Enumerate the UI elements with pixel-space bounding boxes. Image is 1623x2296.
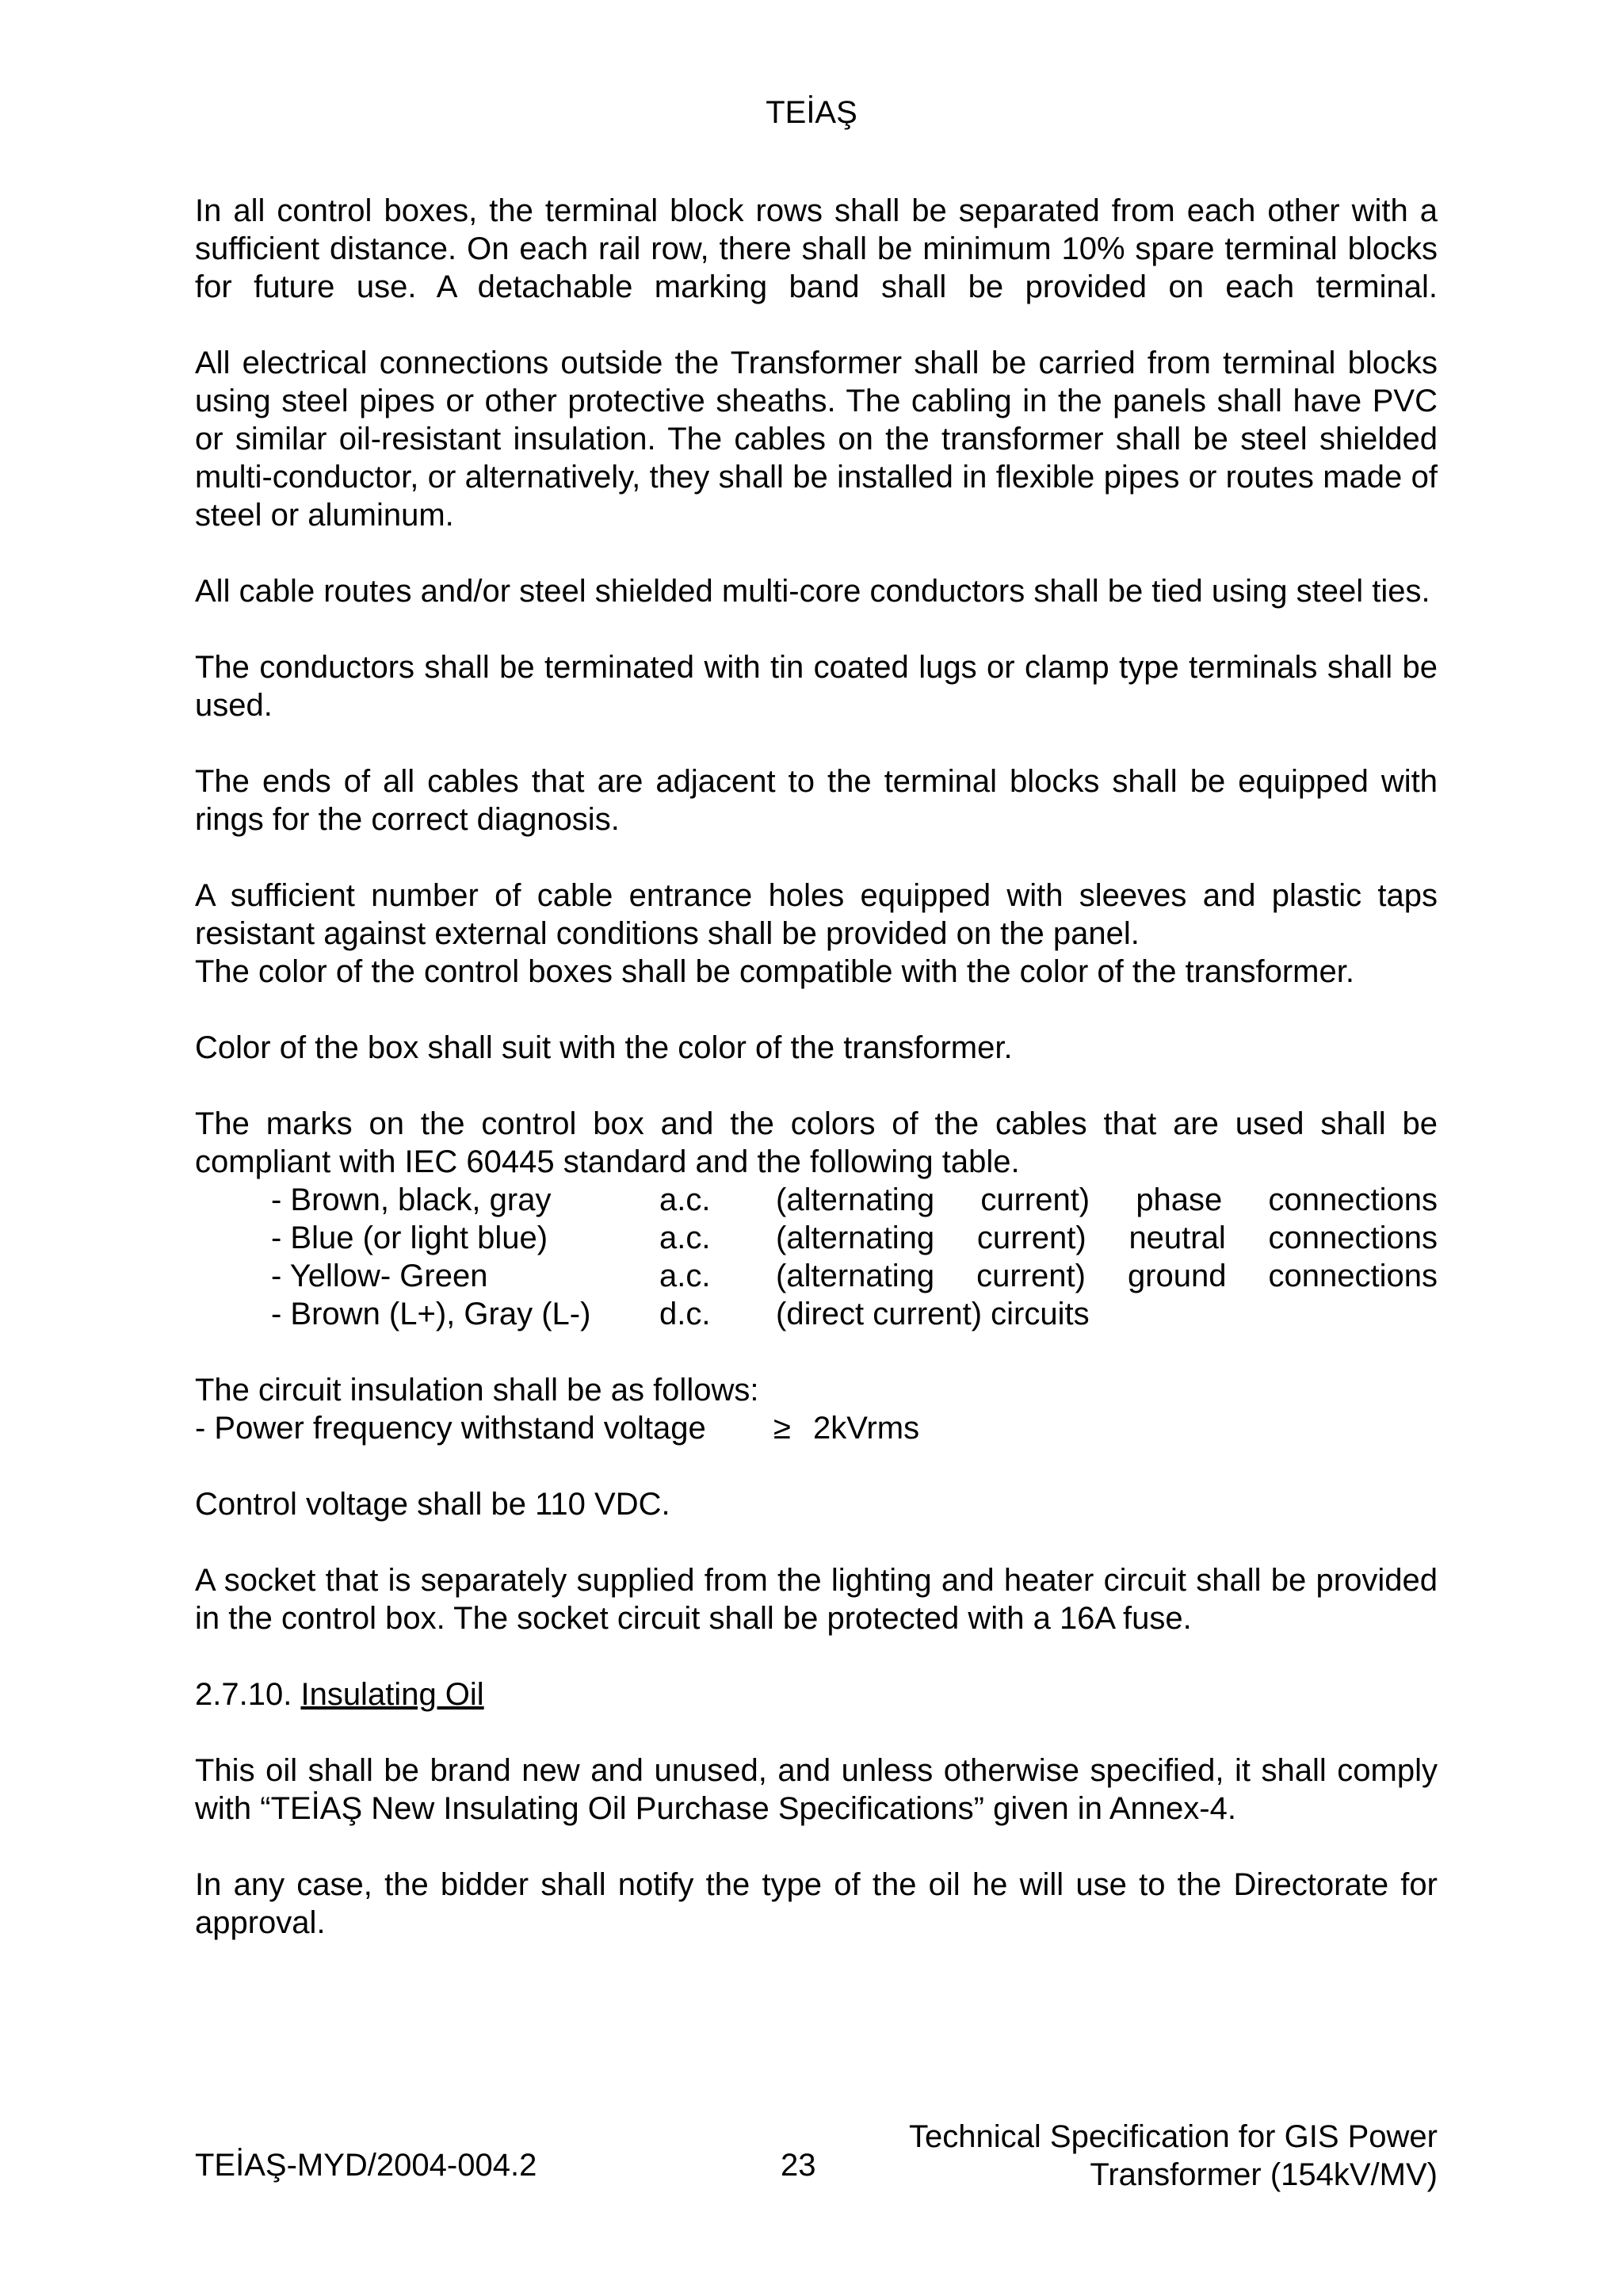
desc-word: current) [976,1221,1086,1255]
desc-word: current) [976,1259,1086,1293]
footer-spec-title [909,2118,1438,2194]
desc-word: ground [1127,1259,1227,1293]
desc-word: (alternating [776,1221,935,1255]
current-type: a.c. [659,1221,711,1255]
paragraph-conductors: The conductors shall be terminated with tin coated lugs or clamp type terminals shall be used. [195,650,1438,723]
desc-word: (alternating [776,1182,935,1217]
cable-colors: - Yellow- Green [271,1259,488,1293]
desc-word: (alternating [776,1259,935,1293]
footer-spec-line: Transformer (154kV/MV) [1090,2157,1438,2192]
insulation-value: 2kVrms [813,1411,920,1446]
table-row [195,1219,1438,1257]
paragraph-control-voltage: Control voltage shall be 110 VDC. [195,1487,670,1522]
paragraph-electrical-connections: All electrical connections outside the Transformer shall be carried from terminal blocks using steel pipes or other protective sheaths. The cabling in the panels shall have PVC or similar oil-resistant insulation. The cables on the transformer shall be steel shielded multi-conductor, or alternatively, they shall be installed in flexible pipes or routes made of steel or aluminum. [195,346,1438,533]
section-heading [195,1675,1438,1713]
desc-word: connections [1268,1259,1438,1293]
cable-colors: - Brown (L+), Gray (L-) [271,1297,591,1331]
paragraph-entrance-holes: A sufficient number of cable entrance holes equipped with sleeves and plastic taps resistant against external conditions shall be provided on the panel. [195,878,1438,951]
footer-doc-code: TEİAŞ-MYD/2004-004.2 [195,2148,537,2183]
document-body [195,192,1438,1980]
cable-colors: - Brown, black, gray [271,1182,552,1217]
connection-description: (direct current) circuits [776,1297,1090,1331]
cable-colors: - Blue (or light blue) [271,1221,548,1255]
paragraph-socket: A socket that is separately supplied from the lighting and heater circuit shall be provided in the control box. The socket circuit shall be protected with a 16A fuse. [195,1563,1438,1636]
desc-word: connections [1268,1182,1438,1217]
connection-description [776,1181,1438,1219]
cable-color-table [195,1181,1438,1333]
paragraph-marks: The marks on the control box and the colors of the cables that are used shall be compliant with IEC 60445 standard and the following table. [195,1106,1438,1179]
greater-equal-symbol: ≥ [773,1411,791,1446]
desc-word: phase [1136,1182,1223,1217]
table-row [195,1181,1438,1219]
connection-description [776,1257,1438,1295]
paragraph-insulation: The circuit insulation shall be as follows: [195,1373,759,1408]
page-header: TEİAŞ [766,95,857,130]
desc-word: neutral [1128,1221,1226,1255]
page-number: 23 [781,2148,816,2183]
insulation-label: - Power frequency withstand voltage [195,1411,706,1446]
paragraph-cable-routes: All cable routes and/or steel shielded multi-core conductors shall be tied using steel ties. [195,574,1430,609]
paragraph-cable-ends: The ends of all cables that are adjacent to the terminal blocks shall be equipped with rings for the correct diagnosis. [195,764,1438,837]
table-row [195,1295,1438,1333]
paragraph-box-color: Color of the box shall suit with the color of the transformer. [195,1030,1013,1065]
section-number: 2.7.10. [195,1677,292,1712]
paragraph-control-box-color: The color of the control boxes shall be compatible with the color of the transformer. [195,954,1354,989]
insulation-requirement [195,1409,1438,1447]
paragraph-terminal-blocks: In all control boxes, the terminal block rows shall be separated from each other with a sufficient distance. On each rail row, there shall be minimum 10% spare terminal blocks for future use. A detachable marking band shall be provided on each terminal. [195,193,1438,304]
desc-word: current) [980,1182,1090,1217]
paragraph-oil-new: This oil shall be brand new and unused, and unless otherwise specified, it shall comply with “TEİAŞ New Insulating Oil Purchase Specifications” given in Annex-4. [195,1753,1438,1826]
current-type: a.c. [659,1259,711,1293]
connection-description [776,1219,1438,1257]
footer-spec-line: Technical Specification for GIS Power [909,2119,1438,2154]
current-type: d.c. [659,1297,711,1331]
desc-word: connections [1268,1221,1438,1255]
current-type: a.c. [659,1182,711,1217]
table-row [195,1257,1438,1295]
paragraph-oil-approval: In any case, the bidder shall notify the type of the oil he will use to the Directorate for approval. [195,1867,1438,1940]
section-title: Insulating Oil [300,1677,484,1712]
